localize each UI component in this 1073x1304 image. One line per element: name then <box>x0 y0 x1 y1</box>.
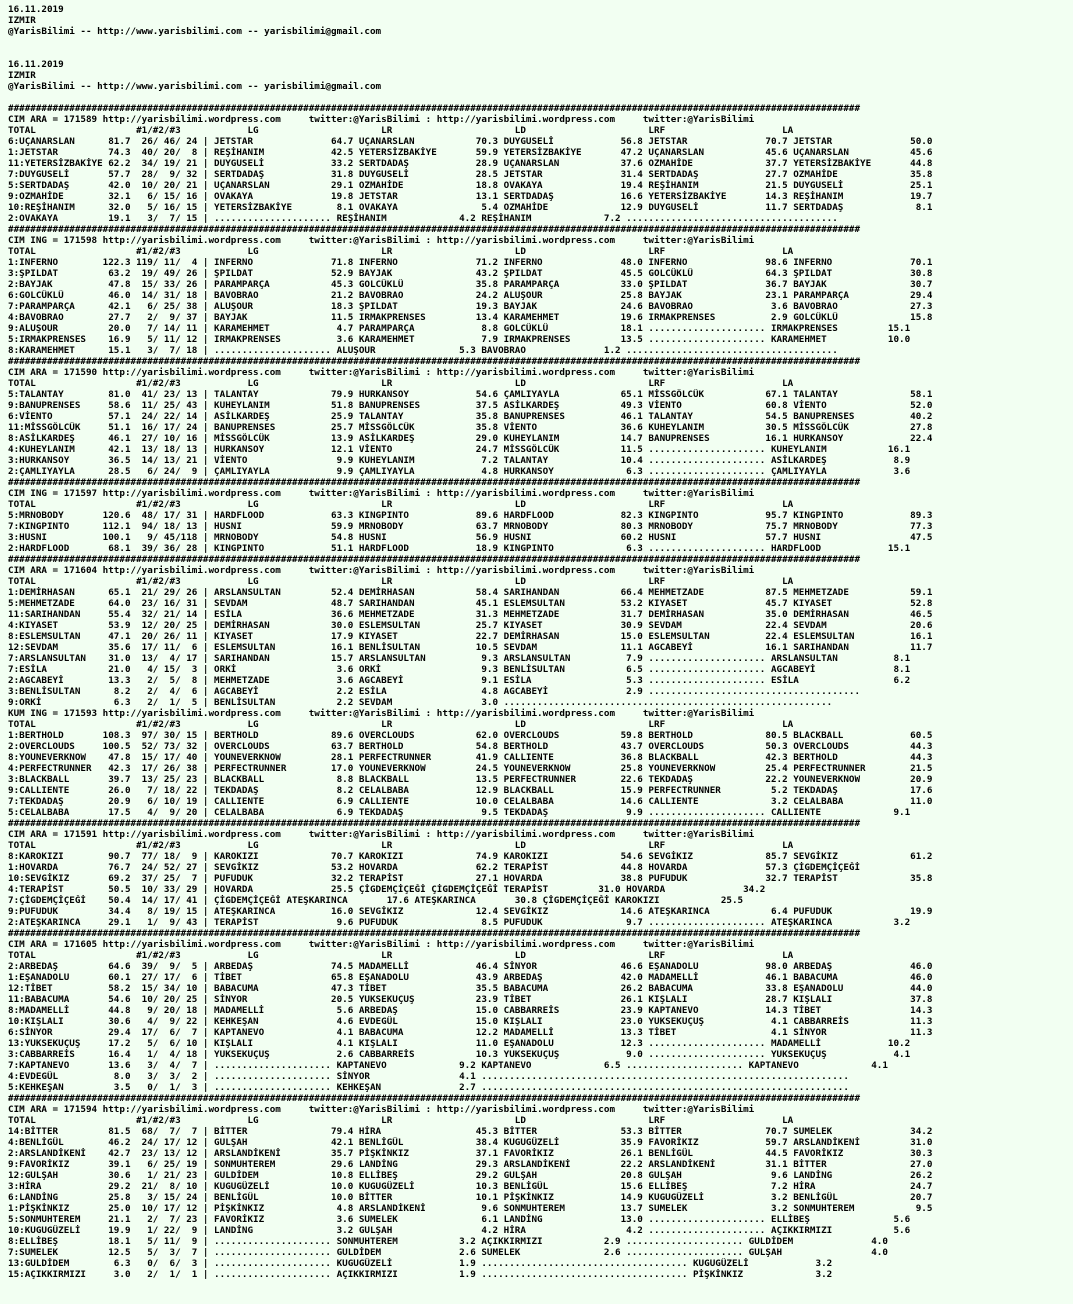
horse-row: 7:KAPTANEVO 13.6 3/ 4/ 7 | ..................... KAPTANEVO 9.2 KAPTANEVO 6.5 ..................... KAPTANEVO 4.1 <box>8 1060 888 1071</box>
horse-row: 3:BLACKBALL 39.7 13/ 25/ 23 | BLACKBALL 8.8 BLACKBALL 13.5 PERFECTRUNNER 22.6 TEKDADAŞ 22.2 YOUNEVERKNOW 20.9 <box>8 774 933 785</box>
horse-row: 2:ARBEDAŞ 64.6 39/ 9/ 5 | ARBEDAŞ 74.5 MADAMELLİ 46.4 SİNYOR 46.6 EŞANADOLU 98.0 ARBEDAŞ 46.0 <box>8 961 933 972</box>
horse-row: 5:IRMAKPRENSES 16.9 5/ 11/ 12 | IRMAKPRENSES 3.6 KARAMEHMET 7.9 IRMAKPRENSES 13.5 ..................... KARAMEHMET 10.0 <box>8 334 911 345</box>
race-header: CIM ARA = 171589 http://yarisbilimi.wordpress.com twitter:@YarisBilimi : http://yarisbilimi.wordpress.com twitter:@YarisBilimi <box>8 114 755 125</box>
horse-row: 15:AÇIKKIRMIZI 3.0 2/ 1/ 1 | ..................... AÇIKKIRMIZI 1.9 ..................................... PİŞKİNKIZ 3.2 <box>8 1269 833 1280</box>
race-header: CIM ARA = 171591 http://yarisbilimi.wordpress.com twitter:@YarisBilimi : http://yarisbilimi.wordpress.com twitter:@YarisBilimi <box>8 829 755 840</box>
section-separator: ######################################################################################################################################################### <box>8 818 861 829</box>
horse-row: 2:ÇAMLIYAYLA 28.5 6/ 24/ 9 | ÇAMLIYAYLA 9.9 ÇAMLIYAYLA 4.8 HURKANSOY 6.3 ..................... ÇAMLIYAYLA 3.6 <box>8 466 911 477</box>
column-header: TOTAL #1/#2/#3 LG LR LD LRF LA <box>8 125 794 136</box>
horse-row: 6:VİENTO 57.1 24/ 22/ 14 | ASİLKARDEŞ 25.9 TALANTAY 35.8 BANUPRENSES 46.1 TALANTAY 54.5 BANUPRENSES 40.2 <box>8 411 933 422</box>
text-line <box>8 92 1073 103</box>
horse-row: 8:KARAMEHMET 15.1 3/ 7/ 18 | ..................... ALUŞOUR 5.3 BAVOBRAO 1.2 ...................................... <box>8 345 838 356</box>
horse-row: 11:BABACUMA 54.6 10/ 20/ 25 | SİNYOR 20.5 YUKSEKUÇUŞ 23.9 TİBET 26.1 KIŞLALI 28.7 KIŞLALI 37.8 <box>8 994 933 1005</box>
horse-row: 3:HURKANSOY 36.5 14/ 13/ 21 | VİENTO 9.9 KUHEYLANIM 7.2 TALANTAY 10.4 ..................... ASİLKARDEŞ 8.9 <box>8 455 911 466</box>
horse-row: 5:SONMUHTEREM 21.1 2/ 7/ 23 | FAVORİKIZ 3.6 SUMELEK 6.1 LANDİNG 13.0 ..................... ELLİBEŞ 5.6 <box>8 1214 911 1225</box>
horse-row: 9:PUFUDUK 34.4 8/ 19/ 15 | ATEŞKARINCA 16.0 SEVGİKIZ 12.4 SEVGİKIZ 14.6 ATEŞKARINCA 6.4 PUFUDUK 19.9 <box>8 906 933 917</box>
horse-row: 8:YOUNEVERKNOW 47.8 15/ 17/ 40 | YOUNEVERKNOW 28.1 PERFECTRUNNER 41.9 CALLIENTE 36.8 BLACKBALL 42.3 BERTHOLD 44.3 <box>8 752 933 763</box>
horse-row: 12:TİBET 58.2 15/ 34/ 10 | BABACUMA 47.3 TİBET 35.5 BABACUMA 26.2 BABACUMA 33.8 EŞANADOLU 44.0 <box>8 983 933 994</box>
horse-row: 7:ARSLANSULTAN 31.0 13/ 4/ 17 | SARIHANDAN 15.7 ARSLANSULTAN 9.3 ARSLANSULTAN 7.9 ..................... ARSLANSULTAN 8.1 <box>8 653 911 664</box>
horse-row: 10:SEVGİKIZ 69.2 37/ 25/ 7 | PUFUDUK 32.2 TERAPİST 27.1 HOVARDA 38.8 PUFUDUK 32.7 TERAPİST 35.8 <box>8 873 933 884</box>
column-header: TOTAL #1/#2/#3 LG LR LD LRF LA <box>8 1115 794 1126</box>
horse-row: 5:KEHKEŞAN 3.5 0/ 1/ 3 | ..................... KEHKEŞAN 2.7 .................................................................. <box>8 1082 849 1093</box>
race-header: CIM ARA = 171594 http://yarisbilimi.wordpress.com twitter:@YarisBilimi : http://yarisbilimi.wordpress.com twitter:@YarisBilimi <box>8 1104 755 1115</box>
horse-row: 7:KINGPINTO 112.1 94/ 18/ 13 | HUSNI 59.9 MRNOBODY 63.7 MRNOBODY 80.3 MRNOBODY 75.7 MRNOBODY 77.3 <box>8 521 933 532</box>
horse-row: 4:TERAPİST 50.5 10/ 33/ 29 | HOVARDA 25.5 ÇİGDEMÇİÇEĞİ ÇİGDEMÇİÇEĞİ TERAPİST 31.0 HOVARDA 34.2 <box>8 884 766 895</box>
horse-row: 9:OZMAHİDE 32.1 6/ 15/ 16 | OVAKAYA 19.8 JETSTAR 13.1 SERTDADAŞ 16.6 YETERSİZBAKİYE 14.3 REŞİHANIM 19.7 <box>8 191 933 202</box>
horse-row: 7:PARAMPARÇA 42.1 6/ 25/ 38 | ALUŞOUR 18.3 ŞPILDAT 19.3 BAYJAK 24.6 BAVOBRAO 3.6 BAVOBRAO 27.3 <box>8 301 933 312</box>
horse-row: 1:EŞANADOLU 60.1 27/ 17/ 6 | TİBET 65.8 EŞANADOLU 43.9 ARBEDAŞ 42.0 MADAMELLİ 46.1 BABACUMA 46.0 <box>8 972 933 983</box>
text-line <box>8 37 1073 48</box>
horse-row: 10:KIŞLALI 30.6 4/ 9/ 22 | KEHKEŞAN 4.6 EVDEGÜL 15.0 KIŞLALI 23.0 YUKSEKUÇUŞ 4.1 CABBARREİS 11.3 <box>8 1016 933 1027</box>
column-header: TOTAL #1/#2/#3 LG LR LD LRF LA <box>8 499 794 510</box>
text-line: IZMIR <box>8 70 36 81</box>
text-line: 16.11.2019 <box>8 59 64 70</box>
horse-row: 2:OVAKAYA 19.1 3/ 7/ 15 | ..................... REŞİHANIM 4.2 REŞİHANIM 7.2 ...................................... <box>8 213 838 224</box>
horse-row: 10:KUGUGÜZELİ 19.9 1/ 22/ 9 | LANDİNG 3.2 GULŞAH 4.2 HİRA 4.2 ..................... AÇIKKIRMIZI 5.6 <box>8 1225 911 1236</box>
horse-row: 9:ORKİ 6.3 2/ 1/ 5 | BENLİSULTAN 2.2 SEVDAM 3.0 ........................................................... <box>8 697 833 708</box>
section-separator: ######################################################################################################################################################### <box>8 103 861 114</box>
column-header: TOTAL #1/#2/#3 LG LR LD LRF LA <box>8 719 794 730</box>
horse-row: 8:ELLİBEŞ 18.1 5/ 11/ 9 | ..................... SONMUHTEREM 3.2 AÇIKKIRMIZI 2.9 ..................... GULDİDEM 4.0 <box>8 1236 888 1247</box>
horse-row: 4:KIYASET 53.9 12/ 20/ 25 | DEMİRHASAN 30.0 ESLEMSULTAN 25.7 KIYASET 30.9 SEVDAM 22.4 SEVDAM 20.6 <box>8 620 933 631</box>
horse-row: 11:MİSSGÖLCÜK 51.1 16/ 17/ 24 | BANUPRENSES 25.7 MİSSGÖLCÜK 35.8 VİENTO 36.6 KUHEYLANIM 30.5 MİSSGÖLCÜK 27.8 <box>8 422 933 433</box>
horse-row: 4:BENLİGÜL 46.2 24/ 17/ 12 | GULŞAH 42.1 BENLİGÜL 38.4 KUGUGÜZELİ 35.9 FAVORİKIZ 59.7 ARSLANDİKENİ 31.0 <box>8 1137 933 1148</box>
horse-row: 8:ASİLKARDEŞ 46.1 27/ 10/ 16 | MİSSGÖLCÜK 13.9 ASİLKARDEŞ 29.0 KUHEYLANIM 14.7 BANUPRENSES 16.1 HURKANSOY 22.4 <box>8 433 933 444</box>
race-header: KUM ING = 171593 http://yarisbilimi.wordpress.com twitter:@YarisBilimi : http://yarisbilimi.wordpress.com twitter:@YarisBilimi <box>8 708 755 719</box>
horse-row: 8:MADAMELLİ 44.8 9/ 20/ 18 | MADAMELLİ 5.6 ARBEDAŞ 15.0 CABBARREİS 23.9 KAPTANEVO 14.3 TİBET 14.3 <box>8 1005 933 1016</box>
horse-row: 2:OVERCLOUDS 100.5 52/ 73/ 32 | OVERCLOUDS 63.7 BERTHOLD 54.8 BERTHOLD 43.7 OVERCLOUDS 50.3 OVERCLOUDS 44.3 <box>8 741 933 752</box>
horse-row: 5:MRNOBODY 120.6 48/ 17/ 31 | HARDFLOOD 63.3 KINGPINTO 89.6 HARDFLOOD 82.3 KINGPINTO 95.7 KINGPINTO 89.3 <box>8 510 933 521</box>
horse-row: 10:REŞİHANIM 32.0 5/ 16/ 15 | YETERSİZBAKİYE 8.1 OVAKAYA 5.4 OZMAHİDE 12.9 DUYGUSELİ 11.7 SERTDADAŞ 8.1 <box>8 202 933 213</box>
horse-row: 1:INFERNO 122.3 119/ 11/ 4 | INFERNO 71.8 INFERNO 71.2 INFERNO 48.0 INFERNO 98.6 INFERNO 70.1 <box>8 257 933 268</box>
horse-row: 4:KUHEYLANIM 42.1 13/ 18/ 13 | HURKANSOY 12.1 VİENTO 24.7 MİSSGÖLCÜK 11.5 ..................... KUHEYLANIM 16.1 <box>8 444 911 455</box>
horse-row: 8:KAROKIZI 90.7 77/ 18/ 9 | KAROKIZI 70.7 KAROKIZI 74.9 KAROKIZI 54.6 SEVGİKIZ 85.7 SEVGİKIZ 61.2 <box>8 851 933 862</box>
horse-row: 4:PERFECTRUNNER 42.3 17/ 26/ 38 | PERFECTRUNNER 17.0 YOUNEVERKNOW 24.5 YOUNEVERKNOW 25.8 YOUNEVERKNOW 25.4 PERFECTRUNNER 21.5 <box>8 763 933 774</box>
horse-row: 13:GULDİDEM 6.3 0/ 6/ 3 | ..................... KUGUGÜZELİ 1.9 ..................................... KUGUGÜZELİ 3.2 <box>8 1258 833 1269</box>
section-separator: ######################################################################################################################################################### <box>8 224 861 235</box>
horse-row: 7:SUMELEK 12.5 5/ 3/ 7 | ..................... GULDİDEM 2.6 SUMELEK 2.6 ..................... GULŞAH 4.0 <box>8 1247 888 1258</box>
race-header: CIM ARA = 171605 http://yarisbilimi.wordpress.com twitter:@YarisBilimi : http://yarisbilimi.wordpress.com twitter:@YarisBilimi <box>8 939 755 950</box>
horse-row: 11:SARIHANDAN 55.4 32/ 21/ 14 | ESİLA 36.6 MEHMETZADE 31.3 MEHMETZADE 31.7 DEMİRHASAN 35.0 DEMİRHASAN 46.5 <box>8 609 933 620</box>
horse-row: 4:BAVOBRAO 27.7 2/ 9/ 37 | BAYJAK 11.5 IRMAKPRENSES 13.4 KARAMEHMET 19.6 IRMAKPRENSES 2.9 GOLCÜKLÜ 15.8 <box>8 312 933 323</box>
horse-row: 3:HİRA 29.2 21/ 8/ 10 | KUGUGÜZELİ 10.0 KUGUGÜZELİ 10.3 BENLİGÜL 15.6 ELLİBEŞ 7.2 HİRA 24.7 <box>8 1181 933 1192</box>
horse-row: 7:ÇİGDEMÇİÇEĞİ 50.4 14/ 17/ 41 | ÇİGDEMÇİÇEĞİ ATEŞKARINCA 17.6 ATEŞKARINCA 30.8 ÇİGDEMÇİÇEĞİ KAROKIZI 25.5 <box>8 895 744 906</box>
horse-row: 8:ESLEMSULTAN 47.1 20/ 26/ 11 | KIYASET 17.9 KIYASET 22.7 DEMİRHASAN 15.0 ESLEMSULTAN 22.4 ESLEMSULTAN 16.1 <box>8 631 933 642</box>
horse-row: 2:HARDFLOOD 68.1 39/ 36/ 28 | KINGPINTO 51.1 HARDFLOOD 18.9 KINGPINTO 6.3 ..................... HARDFLOOD 15.1 <box>8 543 911 554</box>
horse-row: 2:ARSLANDİKENİ 42.7 23/ 13/ 12 | ARSLANDİKENİ 35.7 PİŞKİNKIZ 37.1 FAVORİKIZ 26.1 BENLİGÜL 44.5 FAVORİKIZ 30.3 <box>8 1148 933 1159</box>
section-separator: ######################################################################################################################################################### <box>8 928 861 939</box>
horse-row: 1:PİŞKİNKIZ 25.0 10/ 17/ 12 | PİŞKİNKIZ 4.8 ARSLANDİKENİ 9.6 SONMUHTEREM 13.7 SUMELEK 3.2 SONMUHTEREM 9.5 <box>8 1203 933 1214</box>
horse-row: 2:AGCABEYİ 13.3 2/ 5/ 8 | MEHMETZADE 3.6 AGCABEYİ 9.1 ESİLA 5.3 ..................... ESİLA 6.2 <box>8 675 911 686</box>
horse-row: 6:GOLCÜKLÜ 46.0 14/ 31/ 18 | BAVOBRAO 21.2 BAVOBRAO 24.2 ALUŞOUR 25.8 BAYJAK 23.1 PARAMPARÇA 29.4 <box>8 290 933 301</box>
horse-row: 3:HUSNI 100.1 9/ 45/118 | MRNOBODY 54.8 HUSNI 56.9 HUSNI 60.2 HUSNI 57.7 HUSNI 47.5 <box>8 532 933 543</box>
column-header: TOTAL #1/#2/#3 LG LR LD LRF LA <box>8 950 794 961</box>
horse-row: 6:SİNYOR 29.4 17/ 6/ 7 | KAPTANEVO 4.1 BABACUMA 12.2 MADAMELLİ 13.3 TİBET 4.1 SİNYOR 11.3 <box>8 1027 933 1038</box>
text-line: @YarisBilimi -- http://www.yarisbilimi.com -- yarisbilimi@gmail.com <box>8 26 382 37</box>
horse-row: 9:CALLIENTE 26.0 7/ 18/ 22 | TEKDADAŞ 8.2 CELALBABA 12.9 BLACKBALL 15.9 PERFECTRUNNER 5.2 TEKDADAŞ 17.6 <box>8 785 933 796</box>
race-header: CIM ING = 171597 http://yarisbilimi.wordpress.com twitter:@YarisBilimi : http://yarisbilimi.wordpress.com twitter:@YarisBilimi <box>8 488 755 499</box>
column-header: TOTAL #1/#2/#3 LG LR LD LRF LA <box>8 246 794 257</box>
race-header: CIM ARA = 171590 http://yarisbilimi.wordpress.com twitter:@YarisBilimi : http://yarisbilimi.wordpress.com twitter:@YarisBilimi <box>8 367 755 378</box>
horse-row: 1:HOVARDA 76.7 24/ 52/ 27 | SEVGİKIZ 53.2 HOVARDA 62.2 TERAPİST 44.8 HOVARDA 57.3 ÇİGDEMÇİÇEĞİ <box>8 862 861 873</box>
horse-row: 5:SERTDADAŞ 42.0 10/ 20/ 21 | UÇANARSLAN 29.1 OZMAHİDE 18.8 OVAKAYA 19.4 REŞİHANIM 21.5 DUYGUSELİ 25.1 <box>8 180 933 191</box>
horse-row: 13:YUKSEKUÇUŞ 17.2 5/ 6/ 10 | KIŞLALI 4.1 KIŞLALI 11.0 EŞANADOLU 12.3 ..................... MADAMELLİ 10.2 <box>8 1038 911 1049</box>
column-header: TOTAL #1/#2/#3 LG LR LD LRF LA <box>8 378 794 389</box>
column-header: TOTAL #1/#2/#3 LG LR LD LRF LA <box>8 840 794 851</box>
text-line <box>8 48 1073 59</box>
text-line: 16.11.2019 <box>8 4 64 15</box>
horse-row: 6:LANDİNG 25.8 3/ 15/ 24 | BENLİGÜL 10.0 BİTTER 10.1 PİŞKİNKIZ 14.9 KUGUGÜZELİ 3.2 BENLİGÜL 20.7 <box>8 1192 933 1203</box>
horse-row: 5:MEHMETZADE 64.0 23/ 16/ 31 | SEVDAM 48.7 SARIHANDAN 45.1 ESLEMSULTAN 53.2 KIYASET 45.7 KIYASET 52.8 <box>8 598 933 609</box>
section-separator: ######################################################################################################################################################### <box>8 477 861 488</box>
column-header: TOTAL #1/#2/#3 LG LR LD LRF LA <box>8 576 794 587</box>
race-header: CIM ARA = 171604 http://yarisbilimi.wordpress.com twitter:@YarisBilimi : http://yarisbilimi.wordpress.com twitter:@YarisBilimi <box>8 565 755 576</box>
horse-row: 5:CELALBABA 17.5 4/ 9/ 20 | CELALBABA 6.9 TEKDADAŞ 9.5 TEKDADAŞ 9.9 ..................... CALLIENTE 9.1 <box>8 807 911 818</box>
horse-row: 12:SEVDAM 35.6 17/ 11/ 6 | ESLEMSULTAN 16.1 BENLİSULTAN 10.5 SEVDAM 11.1 AGCABEYİ 16.1 SARIHANDAN 11.7 <box>8 642 933 653</box>
horse-row: 7:DUYGUSELİ 57.7 28/ 9/ 32 | SERTDADAŞ 31.8 DUYGUSELİ 28.5 JETSTAR 31.4 SERTDADAŞ 27.7 OZMAHİDE 35.8 <box>8 169 933 180</box>
horse-row: 11:YETERSİZBAKİYE 62.2 34/ 19/ 21 | DUYGUSELİ 33.2 SERTDADAŞ 28.9 UÇANARSLAN 37.6 OZMAHİDE 37.7 YETERSİZBAKİYE 44.8 <box>8 158 933 169</box>
text-line: @YarisBilimi -- http://www.yarisbilimi.com -- yarisbilimi@gmail.com <box>8 81 382 92</box>
horse-row: 2:ATEŞKARINCA 29.1 1/ 9/ 43 | TERAPİST 9.6 PUFUDUK 8.5 PUFUDUK 9.7 ..................... ATEŞKARINCA 3.2 <box>8 917 911 928</box>
horse-row: 7:ESİLA 21.0 4/ 15/ 3 | ORKİ 3.6 ORKİ 9.3 BENLİSULTAN 6.5 ..................... AGCABEYİ 8.1 <box>8 664 911 675</box>
horse-row: 6:UÇANARSLAN 81.7 26/ 46/ 24 | JETSTAR 64.7 UÇANARSLAN 70.3 DUYGUSELİ 56.8 JETSTAR 70.7 JETSTAR 50.0 <box>8 136 933 147</box>
horse-row: 9:BANUPRENSES 58.6 11/ 25/ 43 | KUHEYLANIM 51.8 BANUPRENSES 37.5 ASİLKARDEŞ 49.3 VİENTO 60.8 VİENTO 52.0 <box>8 400 933 411</box>
horse-row: 4:EVDEGÜL 8.0 3/ 3/ 2 | ..................... SİNYOR 4.1 .................................................................. <box>8 1071 849 1082</box>
section-separator: ######################################################################################################################################################### <box>8 356 861 367</box>
section-separator: ######################################################################################################################################################### <box>8 554 861 565</box>
horse-row: 1:JETSTAR 74.3 40/ 20/ 8 | REŞİHANIM 42.5 YETERSİZBAKİYE 59.9 YETERSİZBAKİYE 47.2 UÇANARSLAN 45.6 UÇANARSLAN 45.6 <box>8 147 933 158</box>
horse-row: 3:BENLİSULTAN 8.2 2/ 4/ 6 | AGCABEYİ 2.2 ESİLA 4.8 AGCABEYİ 2.9 ...................................... <box>8 686 861 697</box>
horse-row: 7:TEKDADAŞ 20.9 6/ 10/ 19 | CALLIENTE 6.9 CALLIENTE 10.0 CELALBABA 14.6 CALLIENTE 3.2 CELALBABA 11.0 <box>8 796 933 807</box>
text-line: IZMIR <box>8 15 36 26</box>
horse-row: 9:ALUŞOUR 20.0 7/ 14/ 11 | KARAMEHMET 4.7 PARAMPARÇA 8.8 GOLCÜKLÜ 18.1 ..................... IRMAKPRENSES 15.1 <box>8 323 911 334</box>
horse-row: 12:GULŞAH 30.6 1/ 21/ 23 | GULDİDEM 10.8 ELLİBEŞ 29.2 GULŞAH 20.8 GULŞAH 9.6 LANDİNG 26.2 <box>8 1170 933 1181</box>
horse-row: 2:BAYJAK 47.8 15/ 33/ 26 | PARAMPARÇA 45.3 GOLCÜKLÜ 35.8 PARAMPARÇA 33.0 ŞPILDAT 36.7 BAYJAK 30.7 <box>8 279 933 290</box>
horse-row: 3:ŞPILDAT 63.2 19/ 49/ 26 | ŞPILDAT 52.9 BAYJAK 43.2 ŞPILDAT 45.5 GOLCÜKLÜ 64.3 ŞPILDAT 30.8 <box>8 268 933 279</box>
horse-row: 3:CABBARREİS 16.4 1/ 4/ 18 | YUKSEKUÇUŞ 2.6 CABBARREİS 10.3 YUKSEKUÇUŞ 9.0 ..................... YUKSEKUÇUŞ 4.1 <box>8 1049 911 1060</box>
horse-row: 5:TALANTAY 81.0 41/ 23/ 13 | TALANTAY 79.9 HURKANSOY 54.6 ÇAMLIYAYLA 65.1 MİSSGÖLCÜK 67.1 TALANTAY 58.1 <box>8 389 933 400</box>
section-separator: ######################################################################################################################################################### <box>8 1093 861 1104</box>
horse-row: 1:DEMİRHASAN 65.1 21/ 29/ 26 | ARSLANSULTAN 52.4 DEMİRHASAN 58.4 SARIHANDAN 66.4 MEHMETZADE 87.5 MEHMETZADE 59.1 <box>8 587 933 598</box>
horse-row: 14:BİTTER 81.5 68/ 7/ 7 | BİTTER 79.4 HİRA 45.3 BİTTER 53.3 BİTTER 70.7 SUMELEK 34.2 <box>8 1126 933 1137</box>
race-header: CIM ING = 171598 http://yarisbilimi.wordpress.com twitter:@YarisBilimi : http://yarisbilimi.wordpress.com twitter:@YarisBilimi <box>8 235 755 246</box>
horse-row: 1:BERTHOLD 108.3 97/ 30/ 15 | BERTHOLD 89.6 OVERCLOUDS 62.0 OVERCLOUDS 59.8 BERTHOLD 80.5 BLACKBALL 60.5 <box>8 730 933 741</box>
horse-row: 9:FAVORİKIZ 39.1 6/ 25/ 19 | SONMUHTEREM 29.6 LANDİNG 29.3 ARSLANDİKENİ 22.2 ARSLANDİKENİ 31.1 BİTTER 27.0 <box>8 1159 933 1170</box>
